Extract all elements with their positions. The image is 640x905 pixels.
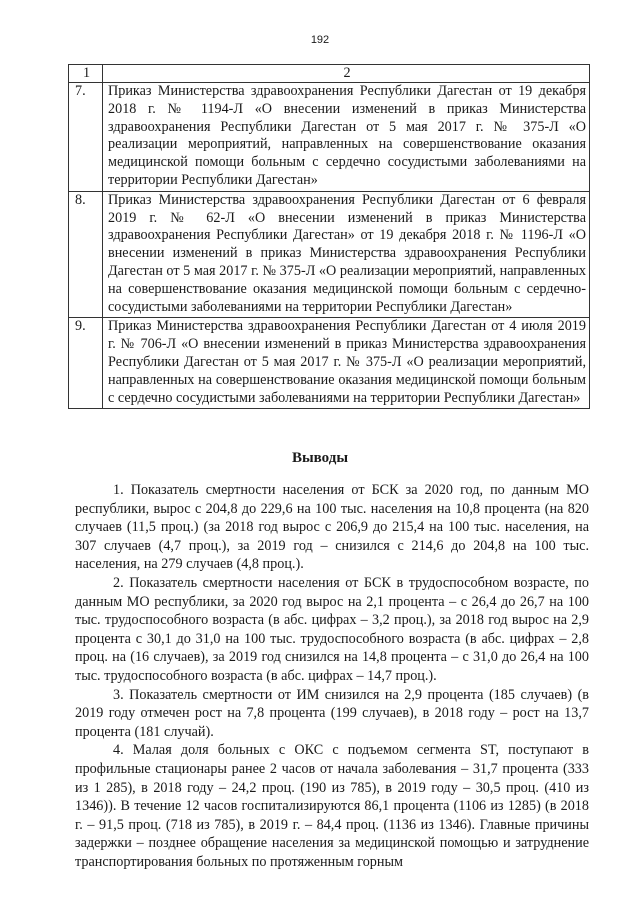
row-number: 9. [69, 318, 103, 409]
order-description: Приказ Министерства здравоохранения Республики Дагестан от 19 декабря 2018 г. № 1194-Л «О внесении изменений в приказ Министерства здравоохранения Республики Дагестан от 5 мая 2017 г. № 375-Л «О реализации мероприятий, направленных на совершенствование оказания медицинской помощи больным с сердечно сосудистыми заболеваниями на территории Республики Дагестан» [103, 83, 590, 192]
conclusion-paragraph-3: 3. Показатель смертности от ИМ снизился на 2,9 процента (185 случаев) (в 2019 году отмечен рост на 7,8 процента (199 случаев), в 2018 году – рост на 13,7 процента (181 случай). [75, 686, 589, 740]
table-header-col-2: 2 [103, 65, 590, 83]
order-description: Приказ Министерства здравоохранения Республики Дагестан от 6 февраля 2019 г. № 62-Л «О внесении изменений в приказ Министерства здравоохранения Республики Дагестан» от 19 декабря 2018 г. № 1196-Л «О внесении изменений в приказ Министерства здравоохранения Республики Дагестан от 5 мая 2017 г. № 375-Л «О реализации мероприятий, направленных на совершенствование оказания медицинской помощи больным с сердечно-сосудистыми заболеваниями на территории Республики Дагестан» [103, 191, 590, 318]
table-row [69, 83, 590, 192]
table-header-row [69, 65, 590, 83]
conclusions-body [75, 481, 589, 871]
conclusion-paragraph-4: 4. Малая доля больных с ОКС с подъемом сегмента ST, поступают в профильные стационары ранее 2 часов от начала заболевания – 31,7 процента (333 из 1 285), в 2018 году – 24,2 проц. (190 из 785), в 2019 году – 30,5 проц. (410 из 1346)). В течение 12 часов госпитализируются 86,1 процента (1106 из 1285) (в 2018 г. – 91,5 проц. (718 из 785), в 2019 г. – 84,4 проц. (1136 из 1346). Главные причины задержки – позднее обращение населения за медицинской помощью и затруднение транспортирования больных по протяженным горным [75, 742, 589, 870]
orders-table [68, 64, 590, 409]
conclusion-paragraph-1: 1. Показатель смертности населения от БСК за 2020 год, по данным МО республики, вырос с 204,8 до 229,6 на 100 тыс. населения на 10,8 процента (на 820 случаев (11,5 проц.) (за 2018 год вырос с 206,9 до 215,4 на 100 тыс. населения, на 307 случаев (4,7 проц.), за 2019 год – снизился с 214,6 до 204,8 на 100 тыс. населения, на 279 случаев (4,8 проц.). [75, 482, 589, 573]
table-row [69, 191, 590, 318]
page-number: 192 [310, 34, 330, 46]
table-header-col-1: 1 [69, 65, 103, 83]
row-number: 7. [69, 83, 103, 192]
row-number: 8. [69, 191, 103, 318]
conclusion-paragraph-2: 2. Показатель смертности населения от БСК в трудоспособном возрасте, по данным МО республики, за 2020 год вырос на 2,1 процента – с 26,4 до 26,7 на 100 тыс. трудоспособного возраста (в абс. цифрах – 3,2 проц.), за 2018 год вырос на 2,9 процента с 30,1 до 31,0 на 100 тыс. трудоспособного возраста (в абс. цифрах – 2,8 проц. на (16 случаев), за 2019 год снизился на 14,8 процента – с 31,0 до 26,4 на 100 тыс. трудоспособного возраста (в абс. цифрах – 14,7 проц.). [75, 574, 589, 684]
order-description: Приказ Министерства здравоохранения Республики Дагестан от 4 июля 2019 г. № 706-Л «О внесении изменений в приказ Министерства здравоохранения Республики Дагестан от 5 мая 2017 г. № 375-Л «О реализации мероприятий, направленных на совершенствование оказания медицинской помощи больным с сердечно сосудистыми заболеваниями на территории Республики Дагестан» [103, 318, 590, 409]
section-title-conclusions: Выводы [291, 450, 349, 466]
table-row [69, 318, 590, 409]
